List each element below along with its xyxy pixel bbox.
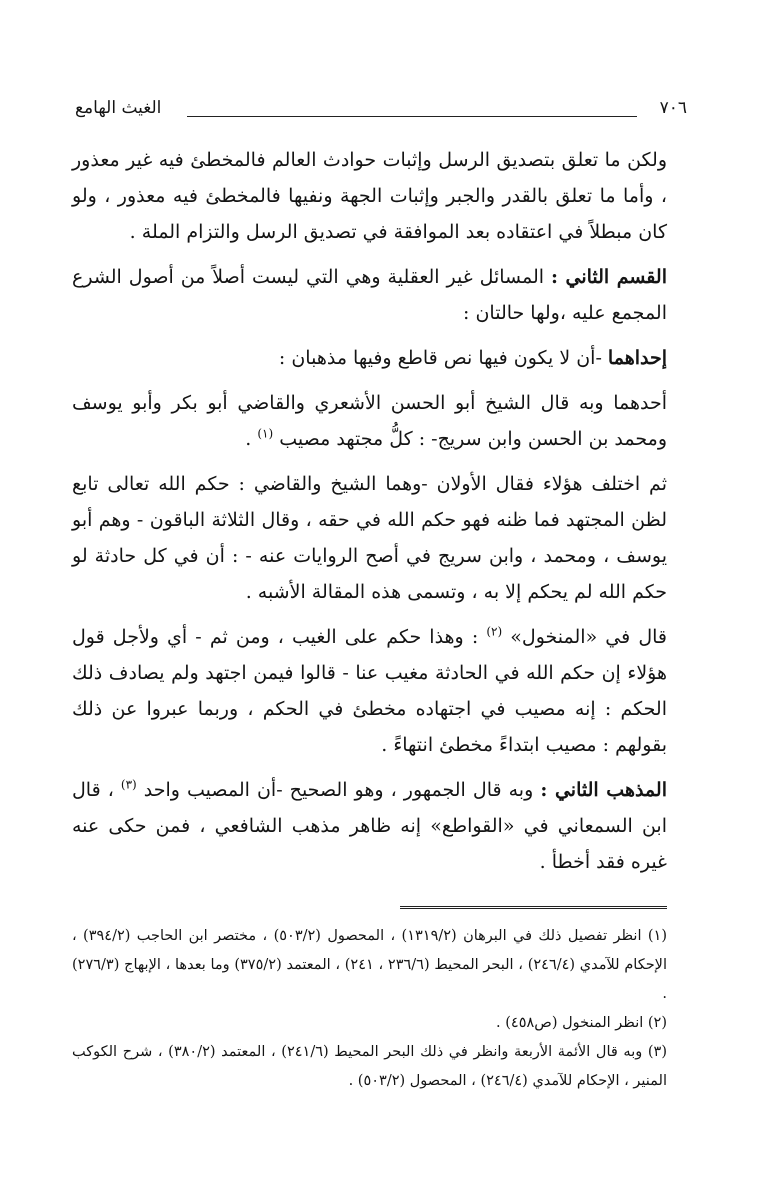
section-paragraph: المذهب الثاني : وبه قال الجمهور ، وهو الصحيح -أن المصيب واحد $^{(٣)}$ ، قال ابن السمعاني في «القواطع» إنه ظاهر مذهب الشافعي ، فمن حكى عنه غيره فقد أخطأ . [72,777,667,873]
footnotes [72,922,667,1096]
section-paragraph: القسم الثاني : المسائل غير العقلية وهي التي ليست أصلاً من أصول الشرع المجمع عليه ،ولها حالتان : [72,266,667,324]
section-heading: القسم الثاني : [550,266,667,288]
paragraph: أحدهما وبه قال الشيخ أبو الحسن الأشعري والقاضي أبو بكر وأبو يوسف ومحمد بن الحسن وابن سريج- : كلُّ مجتهد مصيب $^{(١)}$ . [72,392,667,450]
section-paragraph: إحداهما -أن لا يكون فيها نص قاطع وفيها مذهبان : [278,347,667,369]
paragraph: قال في «المنخول» $^{(٢)}$ : وهذا حكم على الغيب ، ومن ثم - أي ولأجل قول هؤلاء إن حكم الله في الحادثة مغيب عنا - قالوا فيمن اجتهد ولم يصادف ذلك الحكم : إنه مصيب في اجتهاده مخطئ في الحكم ، وربما عبروا عن ذلك بقولهم : مصيب ابتداءً مخطئ انتهاءً . [72,624,667,756]
header-rule [187,116,637,117]
footnote-ref: (٣) [120,777,137,792]
footnote: (٣) وبه قال الأئمة الأربعة وانظر في ذلك البحر المحيط (٢٤١/٦) ، المعتمد (٣٨٠/٢) ، شرح الكوكب المنير ، الإحكام للآمدي (٢٤٦/٤) ، المحصول (٥٠٣/٢) . [72,1044,667,1089]
footnote-ref: (١) [257,426,274,441]
footnote-ref: (٢) [486,624,503,639]
paragraph: ثم اختلف هؤلاء فقال الأولان -وهما الشيخ والقاضي : حكم الله تعالى تابع لظن المجتهد فما ظنه فهو حكم الله في حقه ، وقال الثلاثة الباقون - وهم أبو يوسف ، ومحمد ، وابن سريج في أصح الروايات عنه - : أن في كل حادثة لو حكم الله لم يحكم إلا به ، وتسمى هذه المقالة الأشبه . [72,473,667,603]
footnote: (١) انظر تفصيل ذلك في البرهان (١٣١٩/٢) ، المحصول (٥٠٣/٢) ، مختصر ابن الحاجب (٣٩٤/٢) ، الإحكام للآمدي (٢٤٦/٤) ، البحر المحيط (٢٣٦/٦ ، ٢٤١) ، المعتمد (٣٧٥/٢) وما بعدها ، الإبهاج (٢٧٦/٣) . [72,928,667,1002]
running-header [75,96,687,128]
footnote: (٢) انظر المنخول (ص٤٥٨) . [496,1015,667,1031]
section-heading: إحداهما [607,347,667,369]
main-text [72,142,667,889]
paragraph: ولكن ما تعلق بتصديق الرسل وإثبات حوادث العالم فالمخطئ فيه غير معذور ، وأما ما تعلق بالقدر والجبر وإثبات الجهة ونفيها فالمخطئ فيه معذور ، ولو كان مبطلاً في اعتقاده بعد الموافقة في تصديق الرسل والتزام الملة . [72,149,667,243]
book-title: الغيث الهامع [75,98,162,118]
section-heading: المذهب الثاني : [540,779,667,801]
footnote-separator [400,906,667,912]
page-number: ٧٠٦ [659,98,687,118]
